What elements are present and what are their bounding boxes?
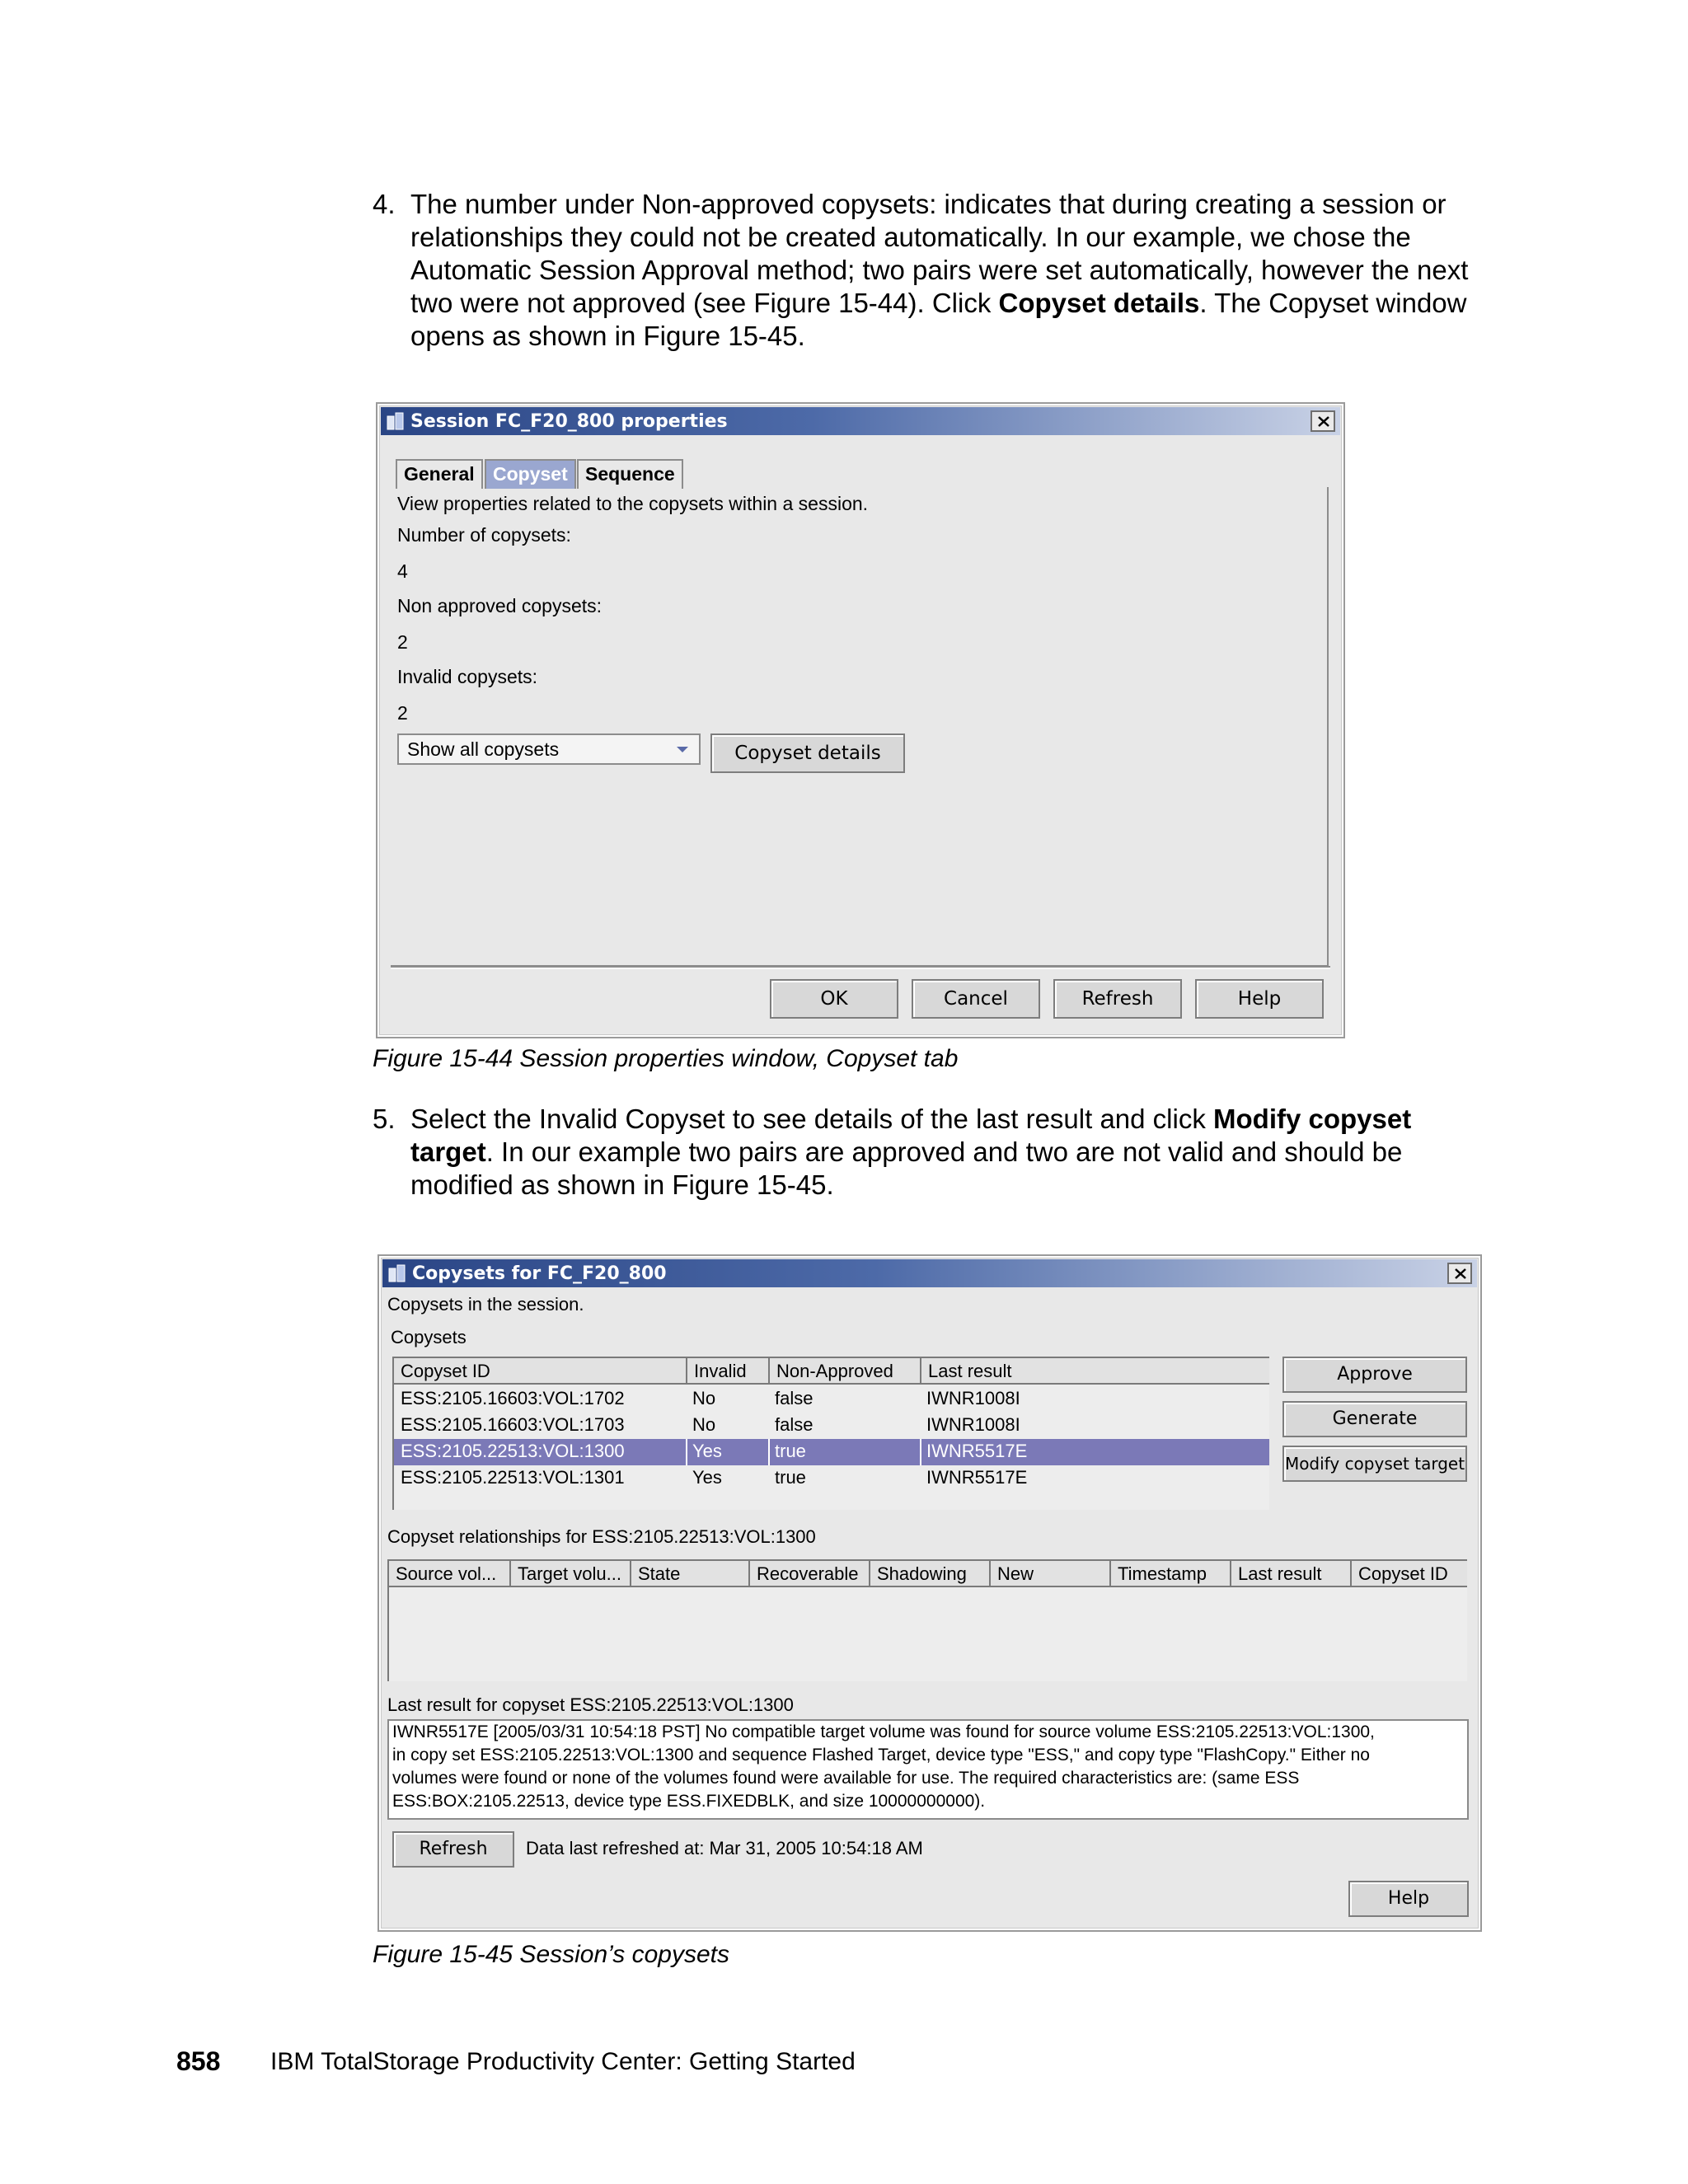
- window-titlebar: [382, 1259, 1477, 1287]
- step-4-line: opens as shown in Figure 15-45.: [410, 321, 805, 351]
- cell-non-approved: false: [775, 1388, 814, 1408]
- window-titlebar: [381, 407, 1340, 435]
- cell-non-approved: false: [775, 1414, 814, 1435]
- tab-general[interactable]: General: [396, 459, 483, 489]
- table-row[interactable]: [394, 1465, 1269, 1492]
- column-header[interactable]: Copyset ID: [1350, 1561, 1467, 1586]
- refresh-button[interactable]: Refresh: [392, 1831, 514, 1868]
- book-title: IBM TotalStorage Productivity Center: Getting Started: [270, 2048, 856, 2075]
- cancel-button[interactable]: Cancel: [912, 979, 1040, 1019]
- cell-invalid: No: [692, 1388, 716, 1408]
- column-header[interactable]: Shadowing: [869, 1561, 989, 1586]
- cell-divider: [768, 1439, 770, 1465]
- cell-copyset-id: ESS:2105.16603:VOL:1702: [401, 1388, 625, 1408]
- approve-button[interactable]: Approve: [1282, 1357, 1467, 1393]
- last-result-label: Last result for copyset ESS:2105.22513:VOL:1300: [387, 1694, 794, 1715]
- chevron-down-icon: [676, 746, 689, 754]
- page-number: 858: [176, 2046, 221, 2076]
- generate-button[interactable]: Generate: [1282, 1401, 1467, 1437]
- cell-last-result: IWNR1008I: [926, 1414, 1020, 1435]
- help-button[interactable]: Help: [1348, 1881, 1469, 1917]
- relationships-table-header: [389, 1559, 1467, 1587]
- last-result-textarea[interactable]: [387, 1719, 1469, 1820]
- non-approved-value: 2: [397, 631, 408, 653]
- step-5-line: Select the Invalid Copyset to see details of the last result and click Modify copyset: [410, 1104, 1412, 1134]
- cell-last-result: IWNR1008I: [926, 1388, 1020, 1408]
- invalid-copysets-value: 2: [397, 702, 408, 724]
- column-header[interactable]: Target volu...: [509, 1561, 630, 1586]
- last-result-line: IWNR5517E [2005/03/31 10:54:18 PST] No compatible target volume was found for source volume ESS:2105.22513:VOL:1300,: [392, 1722, 1375, 1741]
- relationships-table: [387, 1559, 1467, 1681]
- tab-sequence[interactable]: Sequence: [577, 459, 683, 489]
- column-header[interactable]: Last result: [1230, 1561, 1350, 1586]
- step-4-line: The number under Non-approved copysets: indicates that during creating a session or: [410, 189, 1447, 219]
- figure-15-44-caption: Figure 15-44 Session properties window, Copyset tab: [373, 1045, 959, 1072]
- step-4-line: relationships they could not be created automatically. In our example, we chose the: [410, 222, 1411, 252]
- app-window-icon: [387, 1263, 407, 1283]
- column-header[interactable]: Invalid: [686, 1358, 768, 1383]
- copysets-table-header: [394, 1357, 1269, 1385]
- cell-invalid: Yes: [692, 1467, 722, 1488]
- copyset-tab-description: View properties related to the copysets within a session.: [397, 493, 869, 514]
- step-4-line: Automatic Session Approval method; two pairs were set automatically, however the next: [410, 255, 1469, 285]
- column-header[interactable]: State: [630, 1561, 748, 1586]
- num-copysets-label: Number of copysets:: [397, 524, 571, 546]
- cell-non-approved: true: [775, 1467, 806, 1488]
- tab-copyset[interactable]: Copyset: [485, 459, 576, 489]
- cell-invalid: Yes: [692, 1441, 722, 1461]
- dropdown-selected-value: Show all copysets: [407, 738, 560, 760]
- column-header[interactable]: Recoverable: [748, 1561, 869, 1586]
- column-header[interactable]: Copyset ID: [401, 1361, 490, 1381]
- cell-divider: [920, 1439, 921, 1465]
- app-window-icon: [386, 411, 406, 431]
- column-header[interactable]: Source vol...: [396, 1563, 497, 1584]
- tab-panel: [391, 487, 1329, 967]
- close-icon: [1454, 1268, 1467, 1280]
- step-4-line: two were not approved (see Figure 15-44). Click Copyset details. The Copyset window: [410, 288, 1467, 318]
- step-5-line: target. In our example two pairs are approved and two are not valid and should be: [410, 1137, 1403, 1167]
- non-approved-label: Non approved copysets:: [397, 595, 603, 616]
- window-title: Copysets for FC_F20_800: [412, 1263, 667, 1284]
- copyset-details-button[interactable]: Copyset details: [710, 733, 905, 773]
- column-header[interactable]: New: [989, 1561, 1109, 1586]
- copysets-group-label: Copysets: [391, 1327, 467, 1347]
- num-copysets-value: 4: [397, 560, 408, 582]
- copysets-subtitle: Copysets in the session.: [387, 1294, 584, 1315]
- bold-target: target: [410, 1137, 486, 1167]
- button-row-divider: [391, 966, 1330, 968]
- last-result-line: ESS:BOX:2105.22513, device type ESS.FIXEDBLK, and size 10000000000).: [392, 1792, 986, 1811]
- step-5-line: modified as shown in Figure 15-45.: [410, 1169, 834, 1200]
- copyset-filter-dropdown[interactable]: [397, 733, 701, 765]
- table-row[interactable]: [394, 1386, 1269, 1413]
- close-button[interactable]: [1311, 410, 1335, 432]
- column-header[interactable]: Non-Approved: [768, 1358, 920, 1383]
- table-row-selected[interactable]: [394, 1439, 1269, 1465]
- cell-invalid: No: [692, 1414, 716, 1435]
- data-refreshed-timestamp: Data last refreshed at: Mar 31, 2005 10:54:18 AM: [526, 1838, 923, 1858]
- copysets-table: [392, 1357, 1269, 1510]
- window-title: Session FC_F20_800 properties: [410, 411, 728, 432]
- column-header[interactable]: Last result: [920, 1358, 1269, 1383]
- invalid-copysets-label: Invalid copysets:: [397, 666, 538, 687]
- refresh-button[interactable]: Refresh: [1053, 979, 1182, 1019]
- close-button[interactable]: [1447, 1263, 1472, 1284]
- figure-15-45-caption: Figure 15-45 Session’s copysets: [373, 1941, 730, 1968]
- cell-copyset-id: ESS:2105.22513:VOL:1301: [401, 1467, 625, 1488]
- modify-copyset-target-button[interactable]: Modify copyset target: [1282, 1446, 1467, 1482]
- ok-button[interactable]: OK: [770, 979, 898, 1019]
- column-header[interactable]: Timestamp: [1109, 1561, 1230, 1586]
- cell-last-result: IWNR5517E: [926, 1441, 1028, 1461]
- relationships-label: Copyset relationships for ESS:2105.22513:VOL:1300: [387, 1526, 816, 1547]
- cell-last-result: IWNR5517E: [926, 1467, 1028, 1488]
- help-button[interactable]: Help: [1195, 979, 1324, 1019]
- cell-non-approved: true: [775, 1441, 806, 1461]
- bold-copyset-details: Copyset details: [998, 288, 1200, 318]
- table-row[interactable]: [394, 1413, 1269, 1439]
- last-result-line: in copy set ESS:2105.22513:VOL:1300 and sequence Flashed Target, device type "ESS," and copy type "FlashCopy." Either no: [392, 1746, 1370, 1765]
- cell-copyset-id: ESS:2105.22513:VOL:1300: [401, 1441, 625, 1461]
- step-number: 4.: [373, 189, 396, 219]
- step-number: 5.: [373, 1104, 396, 1134]
- bold-modify-copyset: Modify copyset: [1213, 1104, 1412, 1134]
- close-icon: [1317, 415, 1330, 428]
- cell-copyset-id: ESS:2105.16603:VOL:1703: [401, 1414, 625, 1435]
- cell-divider: [686, 1439, 687, 1465]
- last-result-line: volumes were found or none of the volumes found were available for use. The required characteristics are: (same ESS: [392, 1769, 1300, 1788]
